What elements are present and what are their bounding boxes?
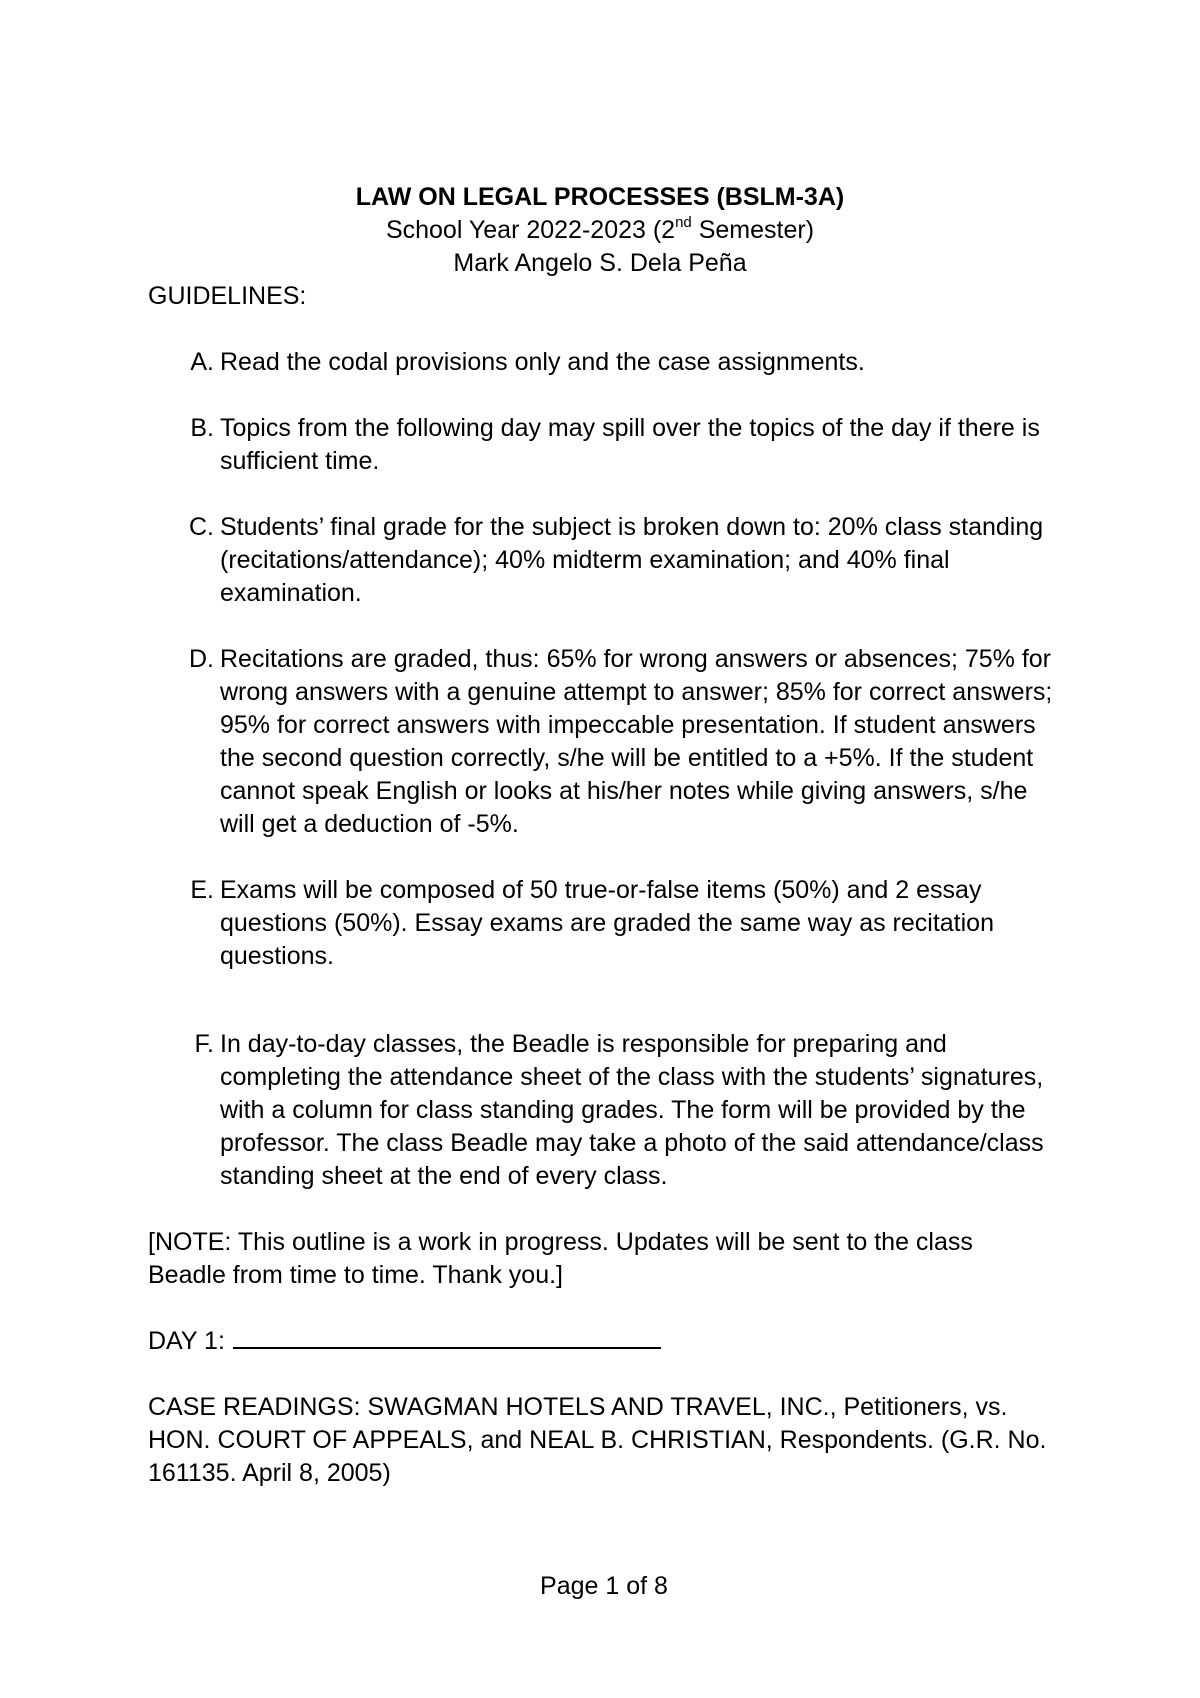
guideline-item-e (148, 874, 1068, 973)
day-heading (148, 1323, 1068, 1358)
guideline-text: Exams will be composed of 50 true-or-false items (50%) and 2 essay questions (50%). Essay exams are graded the same way as recitation questions. (220, 876, 994, 970)
guidelines-heading: GUIDELINES: (148, 282, 307, 310)
guideline-item-c (148, 511, 1068, 610)
guideline-letter: C. (189, 513, 214, 541)
guideline-item-b (148, 412, 1068, 478)
guideline-text: In day-to-day classes, the Beadle is responsible for preparing and completing the attendance sheet of the class with the students’ signatures, with a column for class standing grades. The form will be provided by the professor. The class Beadle may take a photo of the said attendance/class standing sheet at the end of every class. (220, 1030, 1044, 1190)
guideline-item-f (148, 1028, 1068, 1193)
school-year (148, 214, 1068, 247)
day-label: DAY 1: (148, 1327, 225, 1355)
guideline-letter: D. (189, 645, 214, 673)
guideline-letter: F. (194, 1030, 214, 1058)
guideline-letter: A. (190, 348, 214, 376)
page-title: LAW ON LEGAL PROCESSES (BSLM-3A) (355, 183, 845, 211)
progress-note: [NOTE: This outline is a work in progress. Updates will be sent to the class Beadle from time to time. Thank you.] (148, 1228, 973, 1289)
day-topic-blank-line (233, 1323, 661, 1349)
guideline-text: Topics from the following day may spill over the topics of the day if there is sufficient time. (220, 414, 1040, 475)
school-year-suffix: Semester) (691, 216, 815, 244)
guideline-item-a (148, 346, 1068, 379)
guideline-text: Students’ final grade for the subject is broken down to: 20% class standing (recitations/attendance); 40% midterm examination; and 40% final examination. (220, 513, 1044, 607)
school-year-ordinal: nd (675, 213, 692, 231)
guidelines-list (148, 346, 1068, 1193)
guideline-letter: E. (190, 876, 214, 904)
guideline-letter: B. (190, 414, 214, 442)
professor-name: Mark Angelo S. Dela Peña (453, 249, 747, 277)
page-number: Page 1 of 8 (540, 1572, 668, 1600)
page-content (148, 181, 1068, 1490)
guideline-text: Recitations are graded, thus: 65% for wrong answers or absences; 75% for wrong answers with a genuine attempt to answer; 85% for correct answers; 95% for correct answers with impeccable presentation. If student answers the second question correctly, s/he will be entitled to a +5%. If the student cannot speak English or looks at his/her notes while giving answers, s/he will get a deduction of -5%. (220, 645, 1053, 838)
guideline-item-d (148, 643, 1068, 841)
case-readings: CASE READINGS: SWAGMAN HOTELS AND TRAVEL, INC., Petitioners, vs. HON. COURT OF APPEALS, and NEAL B. CHRISTIAN, Respondents. (G.R. No. 161135. April 8, 2005) (148, 1393, 1047, 1487)
school-year-prefix: School Year 2022-2023 (2 (385, 216, 676, 244)
guideline-text: Read the codal provisions only and the case assignments. (220, 348, 865, 376)
